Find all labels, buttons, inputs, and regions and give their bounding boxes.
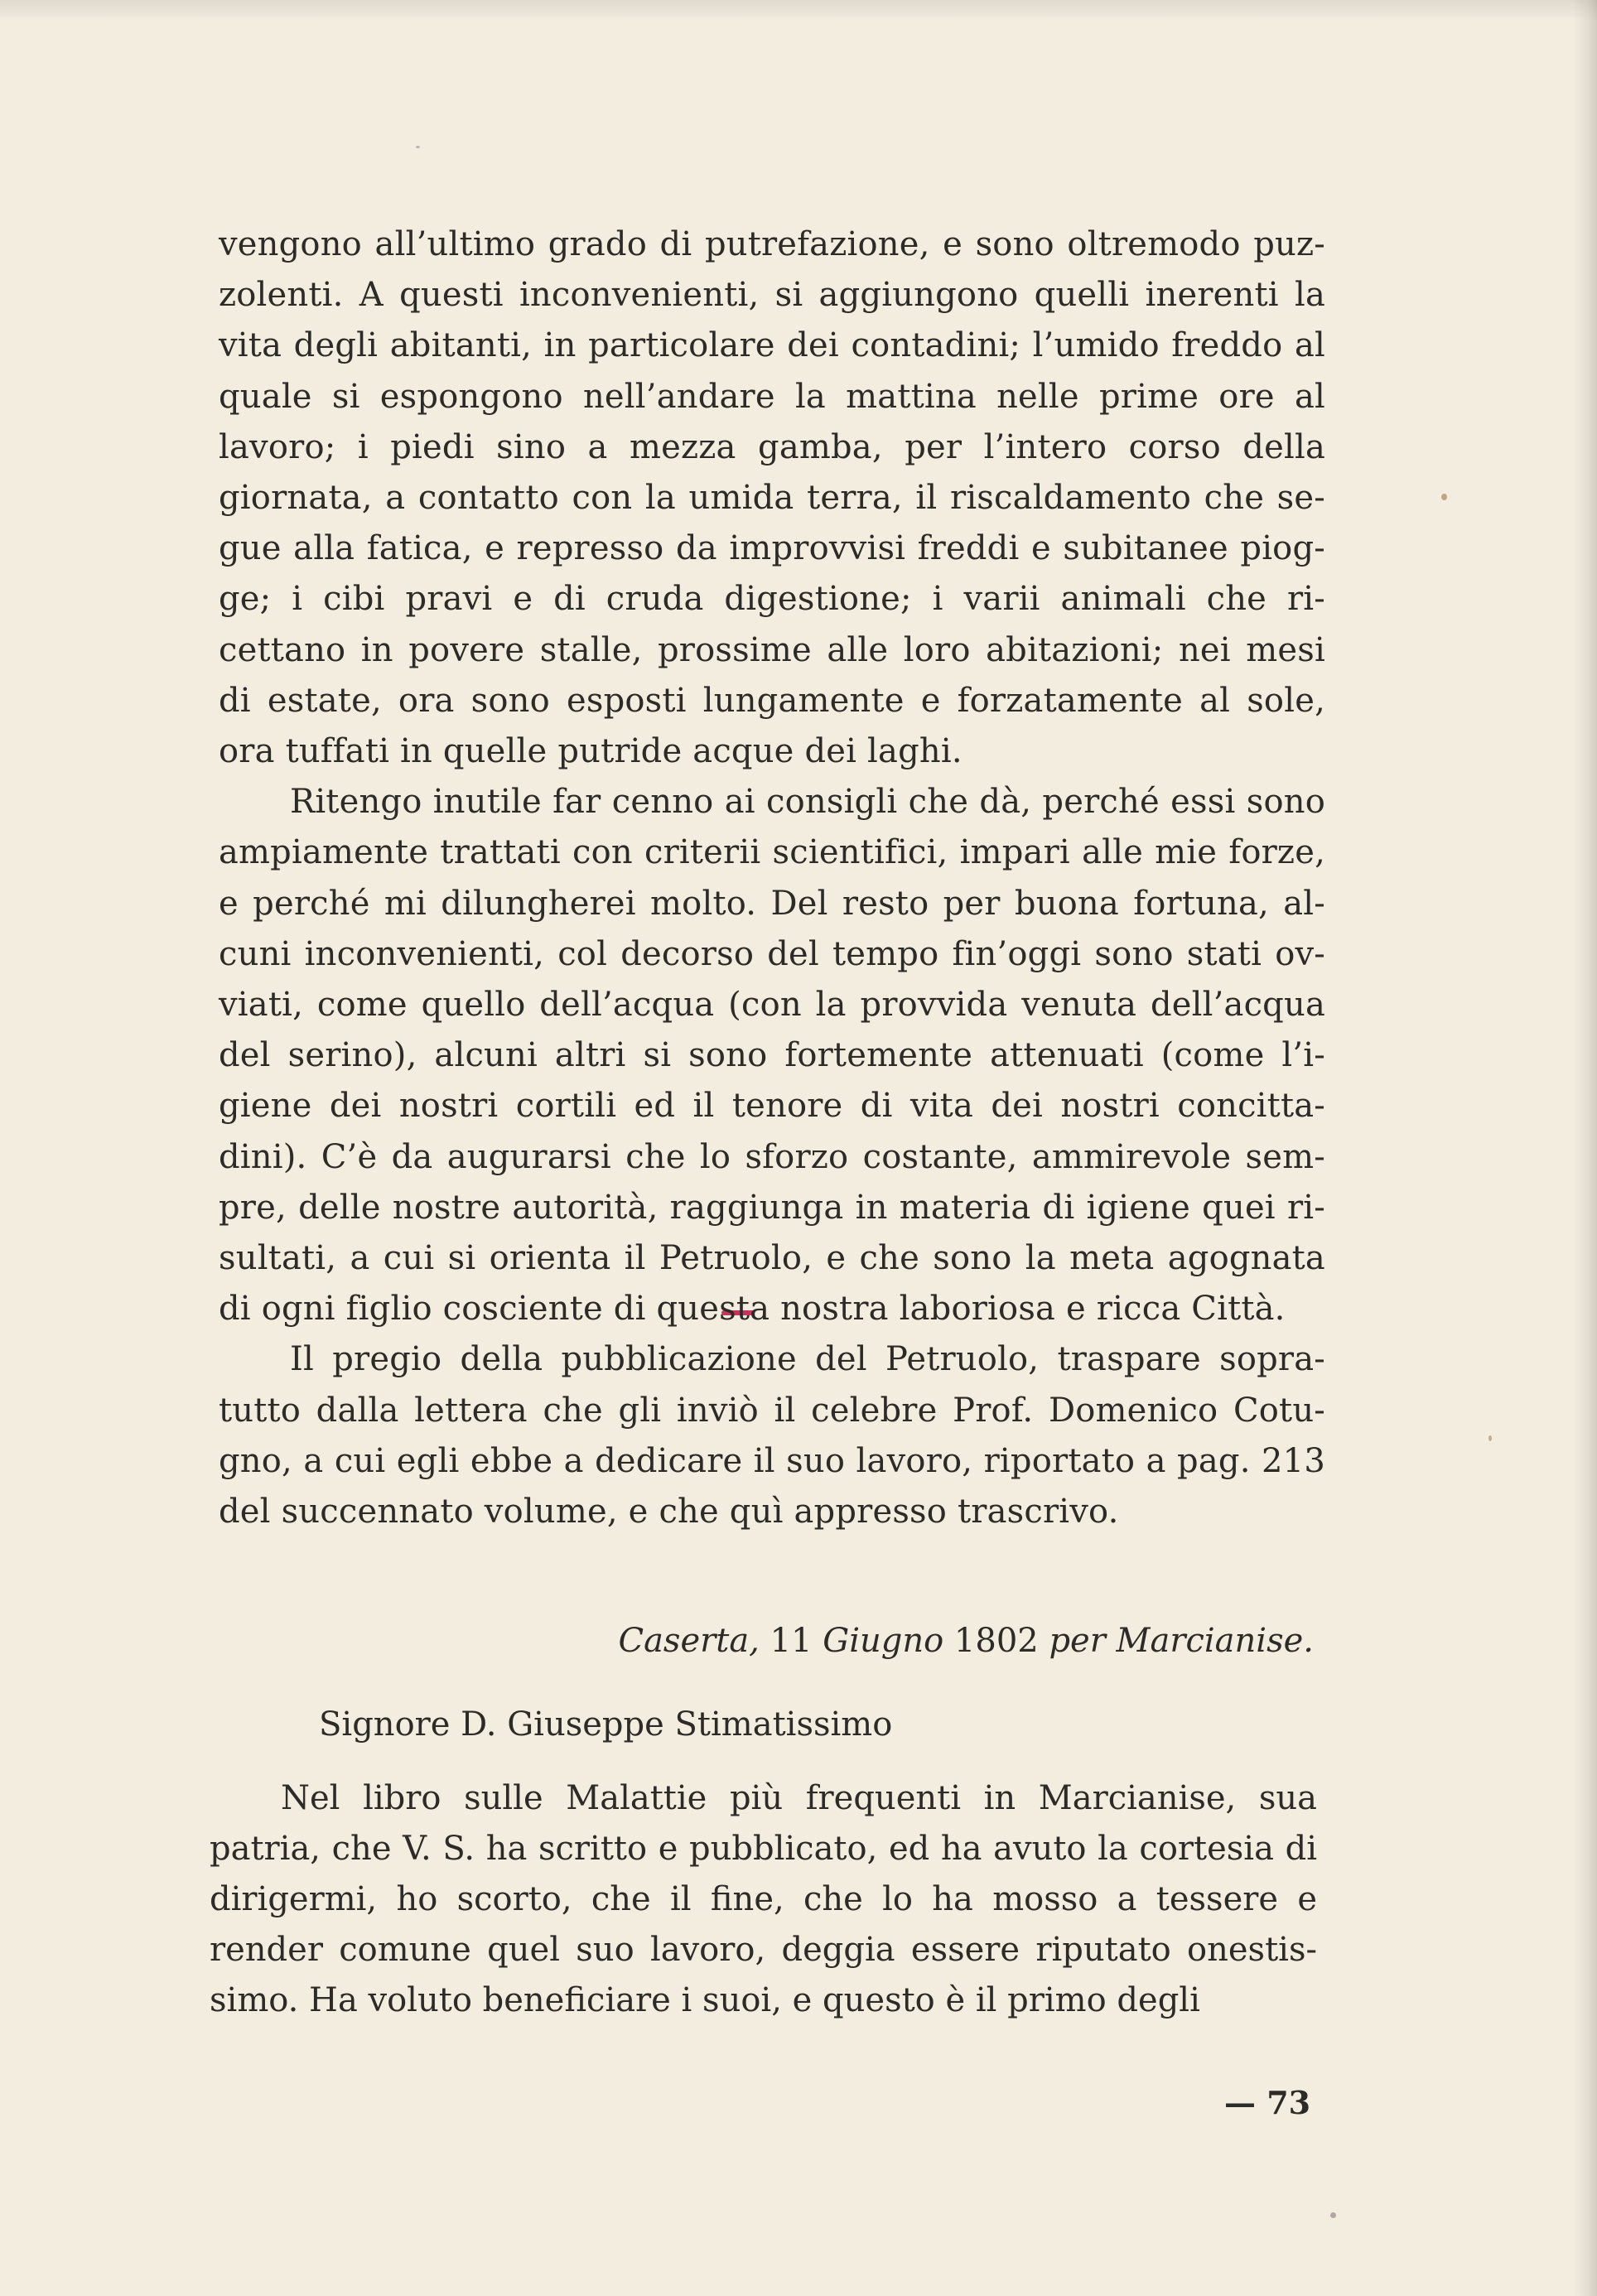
- ink-speck: [1330, 2212, 1336, 2218]
- date-month: Giugno: [823, 1622, 944, 1660]
- ink-speck: [1488, 1435, 1492, 1441]
- date-day: 11: [770, 1622, 813, 1660]
- paragraph-advice: Ritengo inutile far cenno ai consigli che dà, perché essi sono ampiamente trattati con criterii scientifici, impari alle mie forze, e perché mi dilungherei molto. Del resto per buona fortuna, al- cuni inconvenienti, col decorso del tempo fin’oggi sono stati ov- viati, come quello dell’acqua (con la provvida venuta dell’acqua del serino), alcuni altri si sono fortemente attenuati (come l’i- giene dei nostri cortili ed il tenore di vita dei nostri concitta- dini). C’è da augurarsi che lo sforzo costante, ammirevole sem- pre, delle nostre autorità, raggiunga in materia di igiene quei ri- sultati, a cui si orienta il Petruolo, e che sono la meta agognata di ogni figlio cosciente di questa nostra laboriosa e ricca Città.: [219, 783, 1325, 1329]
- page-top-edge-shadow: [0, 0, 1597, 22]
- main-text: [219, 219, 1325, 1537]
- letter-paragraph: Nel libro sulle Malattie più frequenti in Marcianise, sua patria, che V. S. ha scritto e pubblicato, ed ha avuto la cortesia di dirigermi, ho scorto, che il fine, che lo ha mosso a tessere e render comune quel suo lavoro, deggia essere riputato onestis- simo. Ha voluto beneficiare i suoi, e questo è il primo degli: [210, 1779, 1317, 2019]
- letter-dateline: [618, 1616, 1314, 1666]
- date-place: Caserta,: [618, 1622, 760, 1660]
- ink-speck: [416, 146, 420, 148]
- page-right-edge-shadow: [1574, 0, 1597, 2296]
- letter-salutation: Signore D. Giuseppe Stimatissimo: [319, 1705, 893, 1744]
- letter-body: [210, 1773, 1317, 2026]
- paragraph-putrefaction: vengono all’ultimo grado di putrefazione, e sono oltremodo puz- zolenti. A questi inconvenienti, si aggiungono quelli inerenti la vita degli abitanti, in particolare dei contadini; l’umido freddo al quale si espongono nell’andare la mattina nelle prime ore al lavoro; i piedi sino a mezza gamba, per l’intero corso della giornata, a contatto con la umida terra, il riscaldamento che se- gue alla fatica, e represso da improvvisi freddi e subitanee piog- ge; i cibi pravi e di cruda digestione; i varii animali che ri- cettano in povere stalle, prossime alle loro abitazioni; nei mesi di estate, ora sono esposti lungamente e forzatamente al sole, ora tuffati in quelle putride acque dei laghi.: [219, 225, 1325, 771]
- date-suffix: per Marcianise.: [1049, 1622, 1314, 1660]
- page-number: — 73: [1224, 2084, 1311, 2121]
- date-year: 1802: [953, 1622, 1039, 1660]
- ink-speck: [1441, 494, 1447, 500]
- paragraph-publication: Il pregio della pubblicazione del Petruolo, traspare sopra- tutto dalla lettera che gli inviò il celebre Prof. Domenico Cotu- gno, a cui egli ebbe a dedicare il suo lavoro, riportato a pag. 213 del succennato volume, e che quì appresso trascrivo.: [219, 1340, 1325, 1531]
